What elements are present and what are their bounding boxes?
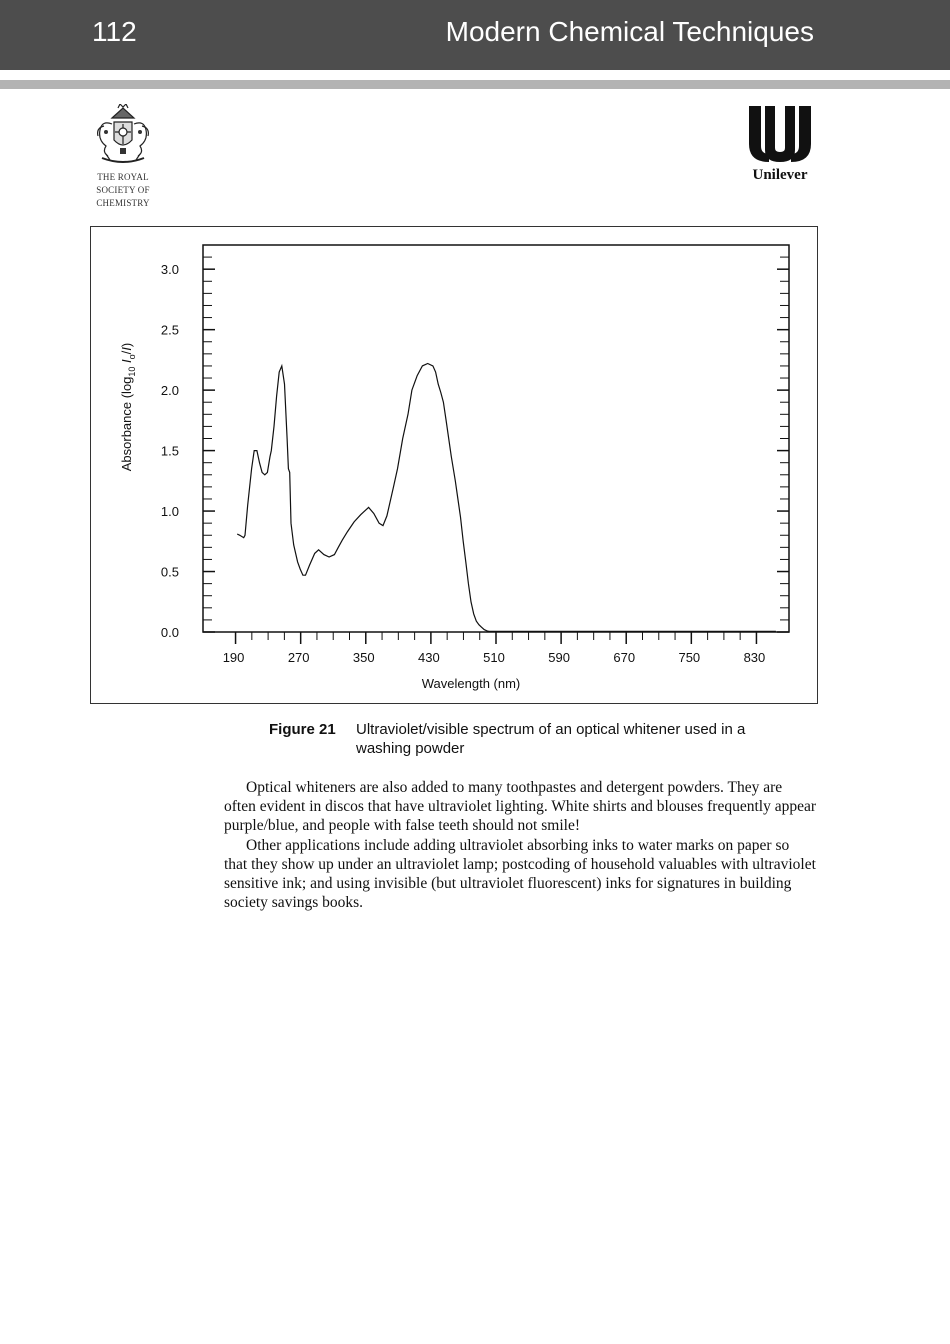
y-tick-label: 0.5 xyxy=(160,564,179,580)
rsc-line-1: THE ROYAL xyxy=(97,172,149,182)
y-tick-label: 1.0 xyxy=(160,504,179,520)
header-rule xyxy=(0,80,950,89)
x-tick-label: 830 xyxy=(743,650,766,665)
uv-vis-spectrum-chart xyxy=(91,227,819,705)
running-title: Modern Chemical Techniques xyxy=(445,16,814,47)
unilever-logo xyxy=(740,104,820,184)
y-tick-label: 2.0 xyxy=(160,383,179,399)
y-axis-label: Absorbance ($\log_{10}$ $I_o/I$) xyxy=(119,342,137,472)
y-tick-label: 1.5 xyxy=(160,443,179,459)
royal-society-of-chemistry-logo xyxy=(84,104,162,210)
x-axis-label: Wavelength (nm) xyxy=(421,676,521,691)
y-tick-label: 2.5 xyxy=(160,322,179,338)
x-tick-label: 430 xyxy=(418,650,440,665)
x-tick-label: 510 xyxy=(483,650,505,665)
coat-of-arms-icon xyxy=(90,104,156,166)
y-tick-label: 0.0 xyxy=(160,625,179,640)
x-tick-label: 590 xyxy=(548,650,570,665)
paragraph: Optical whiteners are also added to many toothpastes and detergent powders. They are often evident in discos that have ultraviolet lighting. White shirts and blouses frequently appear purple/blue, and people with false teeth should not smile! xyxy=(224,779,817,835)
x-tick-label: 190 xyxy=(222,650,245,665)
rsc-line-3: CHEMISTRY xyxy=(96,198,150,208)
unilever-wordmark: Unilever xyxy=(752,167,808,183)
figure-label: Figure 21 xyxy=(269,721,336,738)
figure-caption-text: Ultraviolet/visible spectrum of an optical whitener used in a washing powder xyxy=(356,721,746,757)
x-tick-label: 350 xyxy=(352,650,375,665)
page-header xyxy=(0,0,950,70)
x-tick-label: 270 xyxy=(287,650,310,665)
paragraph: Other applications include adding ultraviolet absorbing inks to water marks on paper so that they show up under an ultraviolet lamp; postcoding of household valuables with ultraviolet sensitive ink; and using invisible (but ultraviolet fluorescent) inks for signatures in building society savings books. xyxy=(224,836,816,912)
y-tick-label: 3.0 xyxy=(160,262,179,278)
x-tick-label: 670 xyxy=(613,650,636,665)
rsc-line-2: SOCIETY OF xyxy=(96,185,150,195)
figure-frame xyxy=(90,226,818,704)
body-text xyxy=(224,778,816,912)
page-number: 112 xyxy=(92,16,137,47)
x-tick-label: 750 xyxy=(678,650,701,665)
series-line-optical-whitener xyxy=(237,364,776,632)
plot-area-border xyxy=(203,245,789,632)
unilever-u-icon xyxy=(745,104,815,164)
